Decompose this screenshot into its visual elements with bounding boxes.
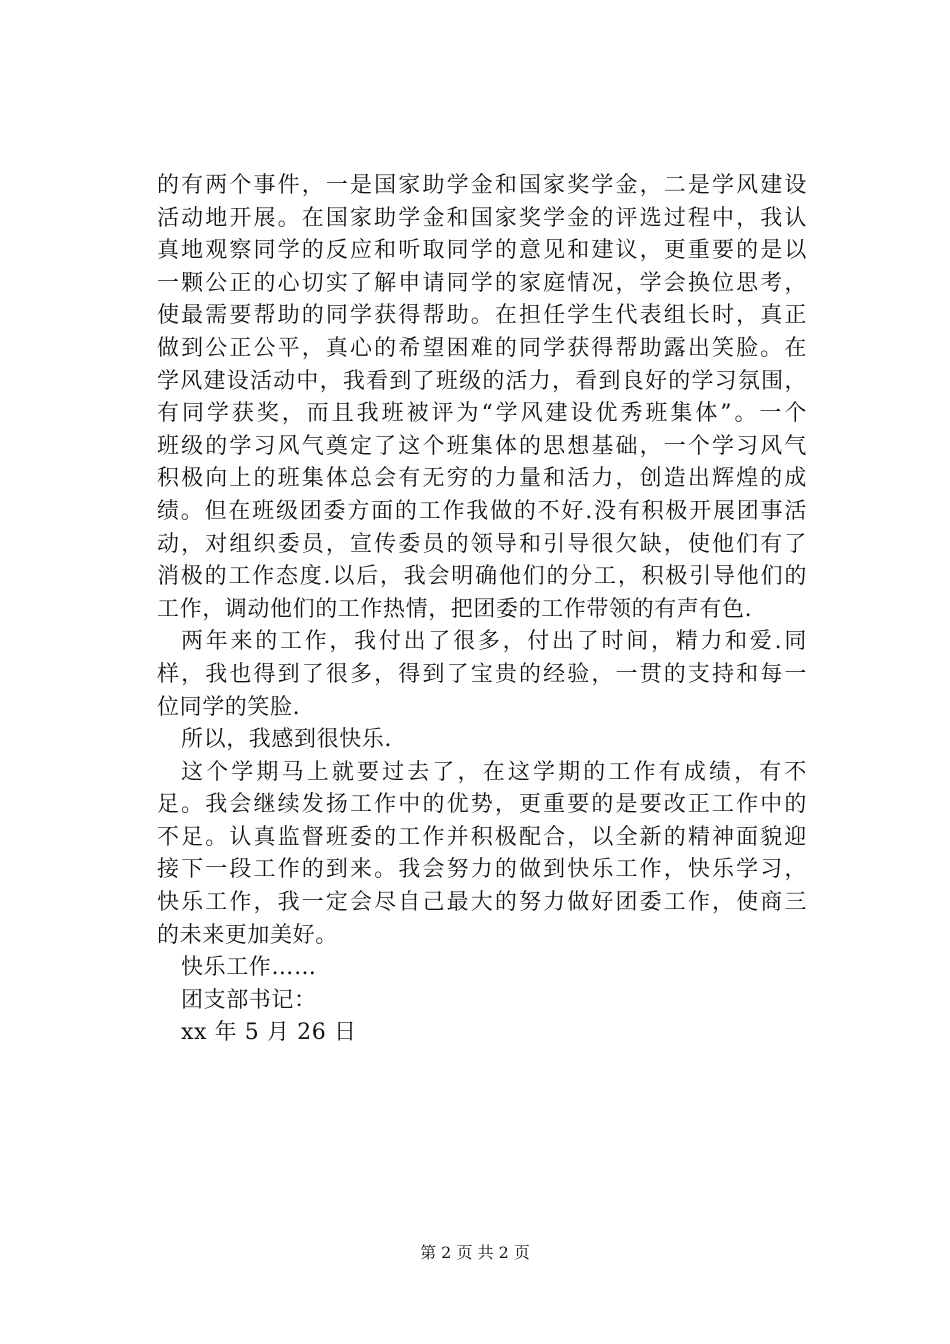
- text-line: 不足。认真监督班委的工作并积极配合，以全新的精神面貌迎: [157, 824, 807, 850]
- text-line: 快乐工作……: [181, 955, 317, 981]
- document-body: [157, 170, 807, 1050]
- text-line: 所以，我感到很快乐.: [181, 727, 392, 753]
- text-line: 绩。但在班级团委方面的工作我做的不好.没有积极开展团事活: [157, 498, 807, 524]
- signature-title: 团支部书记：: [181, 987, 317, 1013]
- text-line: 活动地开展。在国家助学金和国家奖学金的评选过程中，我认: [157, 205, 807, 231]
- text-line: 接下一段工作的到来。我会努力的做到快乐工作，快乐学习，: [157, 857, 807, 883]
- text-line: 消极的工作态度.以后，我会明确他们的分工，积极引导他们的: [157, 564, 807, 590]
- text-line: 足。我会继续发扬工作中的优势，更重要的是要改正工作中的: [157, 792, 807, 818]
- document-date: xx 年 5 月 26 日: [181, 1020, 357, 1046]
- text-line: 积极向上的班集体总会有无穷的力量和活力，创造出辉煌的成: [157, 466, 807, 492]
- text-line: 真地观察同学的反应和听取同学的意见和建议，更重要的是以: [157, 238, 807, 264]
- text-line: 这个学期马上就要过去了，在这学期的工作有成绩，有不: [181, 759, 807, 785]
- page-number-label: 第 2 页 共 2 页: [420, 1243, 530, 1262]
- text-line: 动，对组织委员，宣传委员的领导和引导很欠缺，使他们有了: [157, 531, 807, 557]
- text-line: 做到公正公平，真心的希望困难的同学获得帮助露出笑脸。在: [157, 335, 807, 361]
- page-footer: [0, 1243, 950, 1263]
- text-line: 有同学获奖，而且我班被评为“学风建设优秀班集体”。一个: [157, 401, 807, 427]
- text-line: 样，我也得到了很多，得到了宝贵的经验，一贯的支持和每一: [157, 661, 807, 687]
- text-line: 班级的学习风气奠定了这个班集体的思想基础，一个学习风气: [157, 433, 807, 459]
- text-line: 两年来的工作，我付出了很多，付出了时间，精力和爱.同: [181, 629, 807, 655]
- text-line: 一颗公正的心切实了解申请同学的家庭情况，学会换位思考，: [157, 270, 807, 296]
- text-line: 使最需要帮助的同学获得帮助。在担任学生代表组长时，真正: [157, 303, 807, 329]
- text-line: 学风建设活动中，我看到了班级的活力，看到良好的学习氛围，: [157, 368, 807, 394]
- text-line: 工作，调动他们的工作热情，把团委的工作带领的有声有色.: [157, 596, 753, 622]
- text-line: 快乐工作，我一定会尽自己最大的努力做好团委工作，使商三: [157, 890, 807, 916]
- text-line: 的有两个事件，一是国家助学金和国家奖学金，二是学风建设: [157, 173, 807, 198]
- text-line: 位同学的笑脸.: [157, 694, 301, 720]
- text-line: 的未来更加美好。: [157, 922, 338, 948]
